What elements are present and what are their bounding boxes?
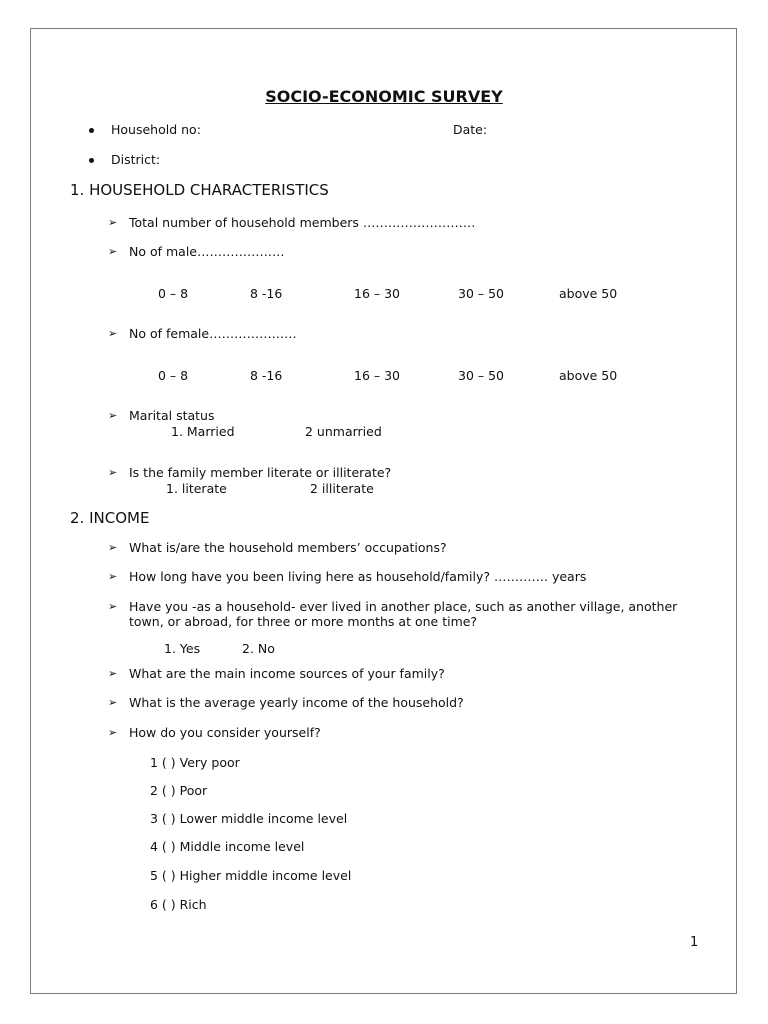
arrow-bullet-icon: ➢ [108,667,118,680]
question-yearly-income: What is the average yearly income of the household? [129,695,464,710]
arrow-bullet-icon: ➢ [108,541,118,554]
arrow-bullet-icon: ➢ [108,216,118,229]
literacy-option-illiterate: 2 illiterate [310,481,374,496]
arrow-bullet-icon: ➢ [108,726,118,739]
arrow-bullet-icon: ➢ [108,696,118,709]
female-age-group: 30 – 50 [458,368,505,383]
question-no-of-female: No of female………………… [129,326,297,341]
female-age-group: above 50 [559,368,618,383]
bullet-icon [89,158,94,163]
arrow-bullet-icon: ➢ [108,245,118,258]
arrow-bullet-icon: ➢ [108,570,118,583]
marital-option-unmarried: 2 unmarried [305,424,382,439]
income-level-option: 5 ( ) Higher middle income level [150,868,352,883]
income-level-option: 1 ( ) Very poor [150,755,240,770]
female-age-group: 16 – 30 [354,368,401,383]
male-age-group: 30 – 50 [458,286,505,301]
question-marital-status: Marital status [129,408,215,423]
question-lived-elsewhere-line1: Have you -as a household- ever lived in another place, such as another village, another [129,599,678,614]
male-age-group: above 50 [559,286,618,301]
male-age-group: 8 -16 [250,286,283,301]
date-label: Date: [453,122,488,137]
lived-option-yes: 1. Yes [164,641,201,656]
lived-option-no: 2. No [242,641,275,656]
female-age-group: 0 – 8 [158,368,189,383]
arrow-bullet-icon: ➢ [108,600,118,613]
literacy-option-literate: 1. literate [166,481,227,496]
income-level-option: 6 ( ) Rich [150,897,207,912]
question-lived-elsewhere-line2: town, or abroad, for three or more months at one time? [129,614,478,629]
district-label: District: [111,152,161,167]
arrow-bullet-icon: ➢ [108,466,118,479]
question-occupations: What is/are the household members’ occupations? [129,540,447,555]
question-how-long: How long have you been living here as household/family? …………. years [129,569,587,584]
question-literacy: Is the family member literate or illiterate? [129,465,392,480]
arrow-bullet-icon: ➢ [108,327,118,340]
section-heading-household: 1. HOUSEHOLD CHARACTERISTICS [70,181,329,199]
household-no-label: Household no: [111,122,201,137]
section-heading-income: 2. INCOME [70,509,150,527]
male-age-group: 16 – 30 [354,286,401,301]
page-number: 1 [690,935,699,950]
income-level-option: 2 ( ) Poor [150,783,208,798]
arrow-bullet-icon: ➢ [108,409,118,422]
document-title: SOCIO-ECONOMIC SURVEY [265,87,503,106]
marital-option-married: 1. Married [171,424,235,439]
question-no-of-male: No of male………………… [129,244,285,259]
income-level-option: 4 ( ) Middle income level [150,839,305,854]
question-income-sources: What are the main income sources of your family? [129,666,445,681]
male-age-group: 0 – 8 [158,286,189,301]
question-total-members: Total number of household members ……………………… [129,215,476,230]
income-level-option: 3 ( ) Lower middle income level [150,811,348,826]
female-age-group: 8 -16 [250,368,283,383]
question-consider-yourself: How do you consider yourself? [129,725,321,740]
bullet-icon [89,128,94,133]
